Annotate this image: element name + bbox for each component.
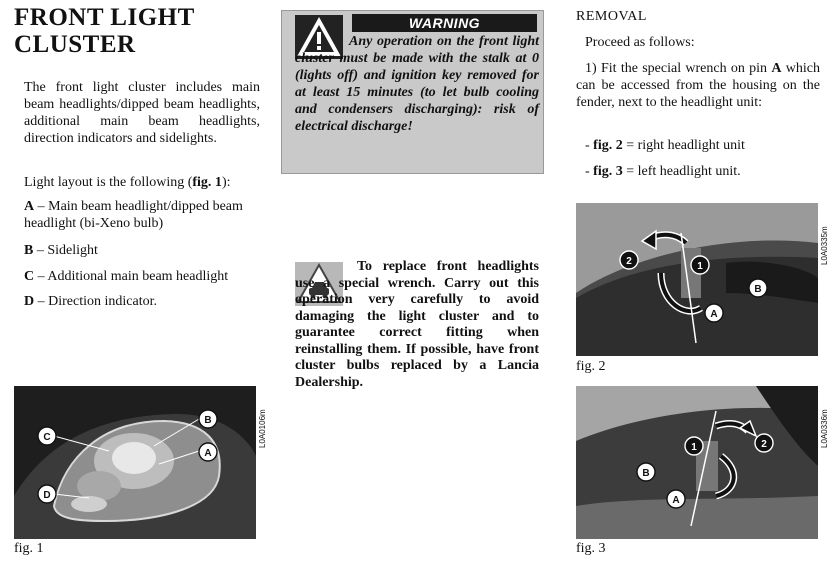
layout-item-a: A – Main beam headlight/dipped beam headlight (bi-Xeno bulb) — [24, 199, 243, 231]
svg-text:C: C — [43, 432, 51, 443]
figure-2-code: L0A0335m — [820, 226, 829, 265]
svg-text:1: 1 — [691, 442, 697, 453]
svg-text:A: A — [710, 309, 718, 320]
fig3-label-a — [667, 490, 685, 508]
warning-heading: WARNING — [352, 14, 537, 32]
figure-3-code: L0A0336m — [820, 409, 829, 448]
figure-3-illustration — [576, 386, 818, 539]
svg-text:D: D — [43, 490, 51, 501]
figure-1-code: L0A0106m — [258, 409, 267, 448]
figure-1-illustration — [14, 386, 256, 539]
warning-text: Any operation on the front light cluster must be made with the stalk at 0 (lights off) and ignition key removed for at least 15 minutes (to let bulb cooling and condensers discharging): risk of electrical discharge! — [295, 34, 539, 134]
svg-text:2: 2 — [761, 439, 767, 450]
proceed-text: Proceed as follows: — [585, 35, 695, 50]
figure-2-caption: fig. 2 — [576, 359, 606, 374]
figure-2-image — [576, 203, 818, 356]
svg-text:B: B — [642, 468, 650, 479]
figure-1-image — [14, 386, 256, 539]
figure-2-illustration — [576, 203, 818, 356]
ref-fig-2: - fig. 2 = right headlight unit — [585, 138, 745, 153]
intro-paragraph: The front light cluster includes main beam headlights/dipped beam headlights, additional main beam headlights, direction indicators and sidelights. — [24, 80, 260, 146]
svg-text:2: 2 — [626, 256, 632, 267]
step-1-text: 1) Fit the special wrench on pin A which can be accessed from the housing on the fender, next to the headlight unit: — [576, 61, 820, 110]
figure-3-caption: fig. 3 — [576, 541, 606, 556]
caution-text: To replace front headlights use a special wrench. Carry out this operation very carefully to avoid damaging the light cluster and to guarantee correct fitting when reinstalling them. If possible, have front cluster bulbs replaced by a Lancia Dealership. — [295, 259, 539, 390]
fig2-step-1 — [691, 256, 709, 274]
fig2-label-a — [705, 304, 723, 322]
layout-item-d: D – Direction indicator. — [24, 294, 157, 309]
svg-text:B: B — [754, 284, 762, 295]
fig1-label-b — [199, 410, 217, 428]
svg-text:A: A — [204, 448, 212, 459]
ref-fig-3: - fig. 3 = left headlight unit. — [585, 164, 741, 179]
layout-item-c: C – Additional main beam headlight — [24, 269, 229, 284]
removal-heading: REMOVAL — [576, 9, 647, 24]
figure-3-image — [576, 386, 818, 539]
figure-1-caption: fig. 1 — [14, 541, 44, 556]
fig1-label-d — [38, 485, 56, 503]
fig2-step-2 — [620, 251, 638, 269]
fig2-label-b — [749, 279, 767, 297]
layout-item-b: B – Sidelight — [24, 243, 98, 258]
fig1-label-c — [38, 427, 56, 445]
fig3-step-1 — [685, 437, 703, 455]
svg-text:B: B — [204, 415, 212, 426]
fig3-step-2 — [755, 434, 773, 452]
layout-paragraph: Light layout is the following (fig. 1): — [24, 175, 231, 190]
fig3-label-b — [637, 463, 655, 481]
svg-text:1: 1 — [697, 261, 703, 272]
svg-text:A: A — [672, 495, 680, 506]
page-title: FRONT LIGHT CLUSTER — [14, 4, 195, 58]
fig1-label-a — [199, 443, 217, 461]
